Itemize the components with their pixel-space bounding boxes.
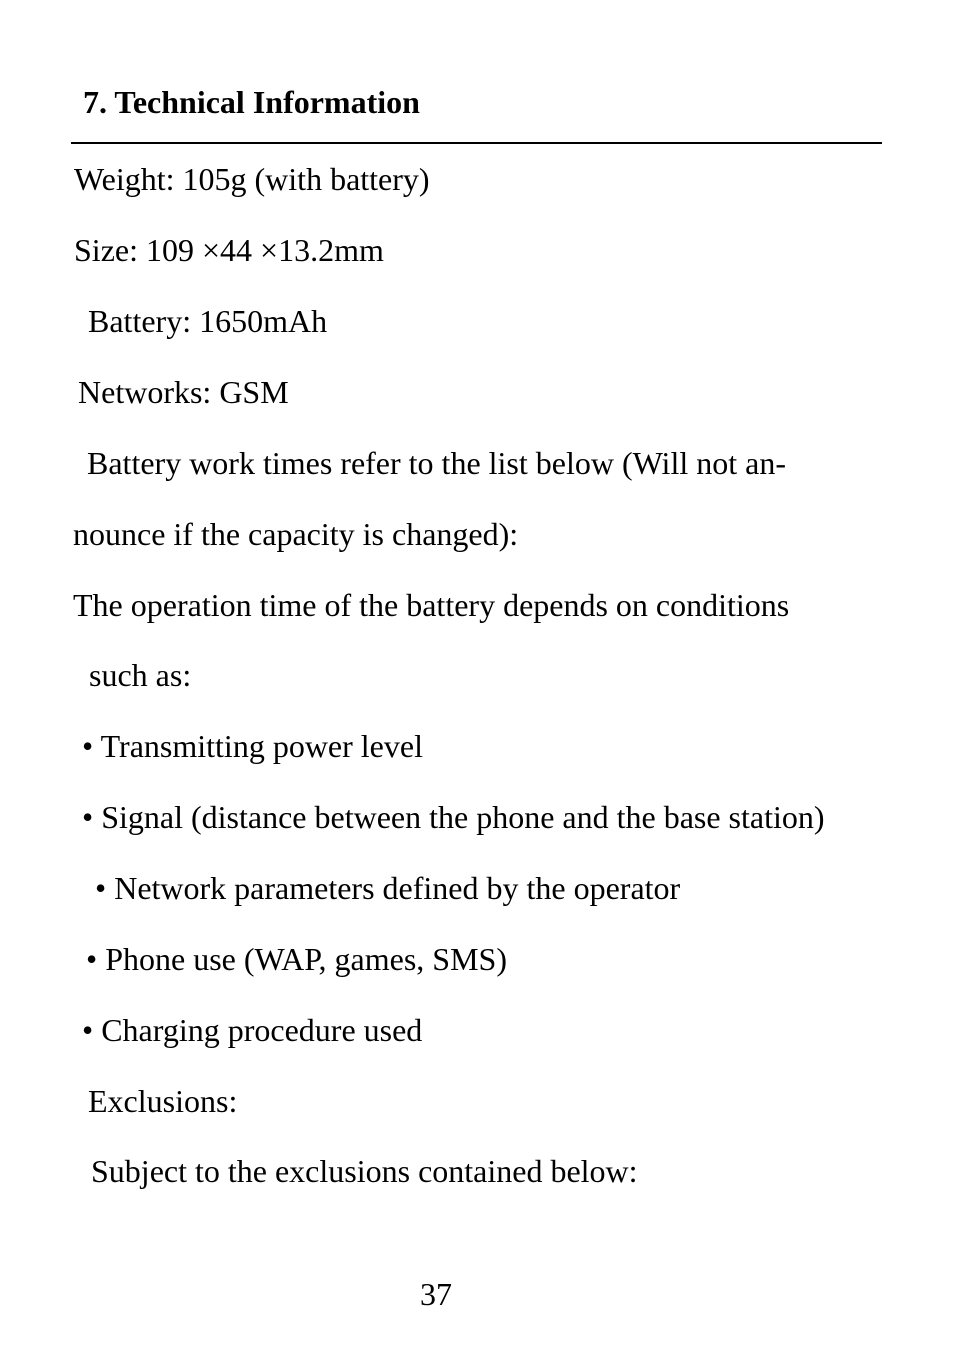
spec-battery: Battery: 1650mAh — [88, 303, 328, 339]
list-item: • Charging procedure used — [82, 1012, 423, 1048]
battery-note-line-2: nounce if the capacity is changed): — [73, 516, 519, 552]
list-item: • Network parameters defined by the operator — [95, 870, 681, 906]
spec-networks: Networks: GSM — [78, 374, 289, 410]
spec-size: Size: 109 ×44 ×13.2mm — [74, 232, 384, 268]
list-item: • Phone use (WAP, games, SMS) — [86, 941, 507, 977]
operation-line-1: The operation time of the battery depends on conditions — [73, 587, 790, 623]
page-number: 37 — [420, 1276, 452, 1312]
heading-divider — [71, 142, 882, 144]
section-title: 7. Technical Information — [83, 84, 420, 120]
operation-line-2: such as: — [89, 657, 192, 693]
spec-weight: Weight: 105g (with battery) — [74, 161, 430, 197]
exclusions-text: Subject to the exclusions contained below: — [91, 1153, 638, 1189]
list-item: • Transmitting power level — [82, 728, 423, 764]
list-item: • Signal (distance between the phone and the base station) — [82, 799, 825, 835]
exclusions-heading: Exclusions: — [88, 1083, 238, 1119]
battery-note-line-1: Battery work times refer to the list below (Will not an- — [87, 445, 786, 481]
